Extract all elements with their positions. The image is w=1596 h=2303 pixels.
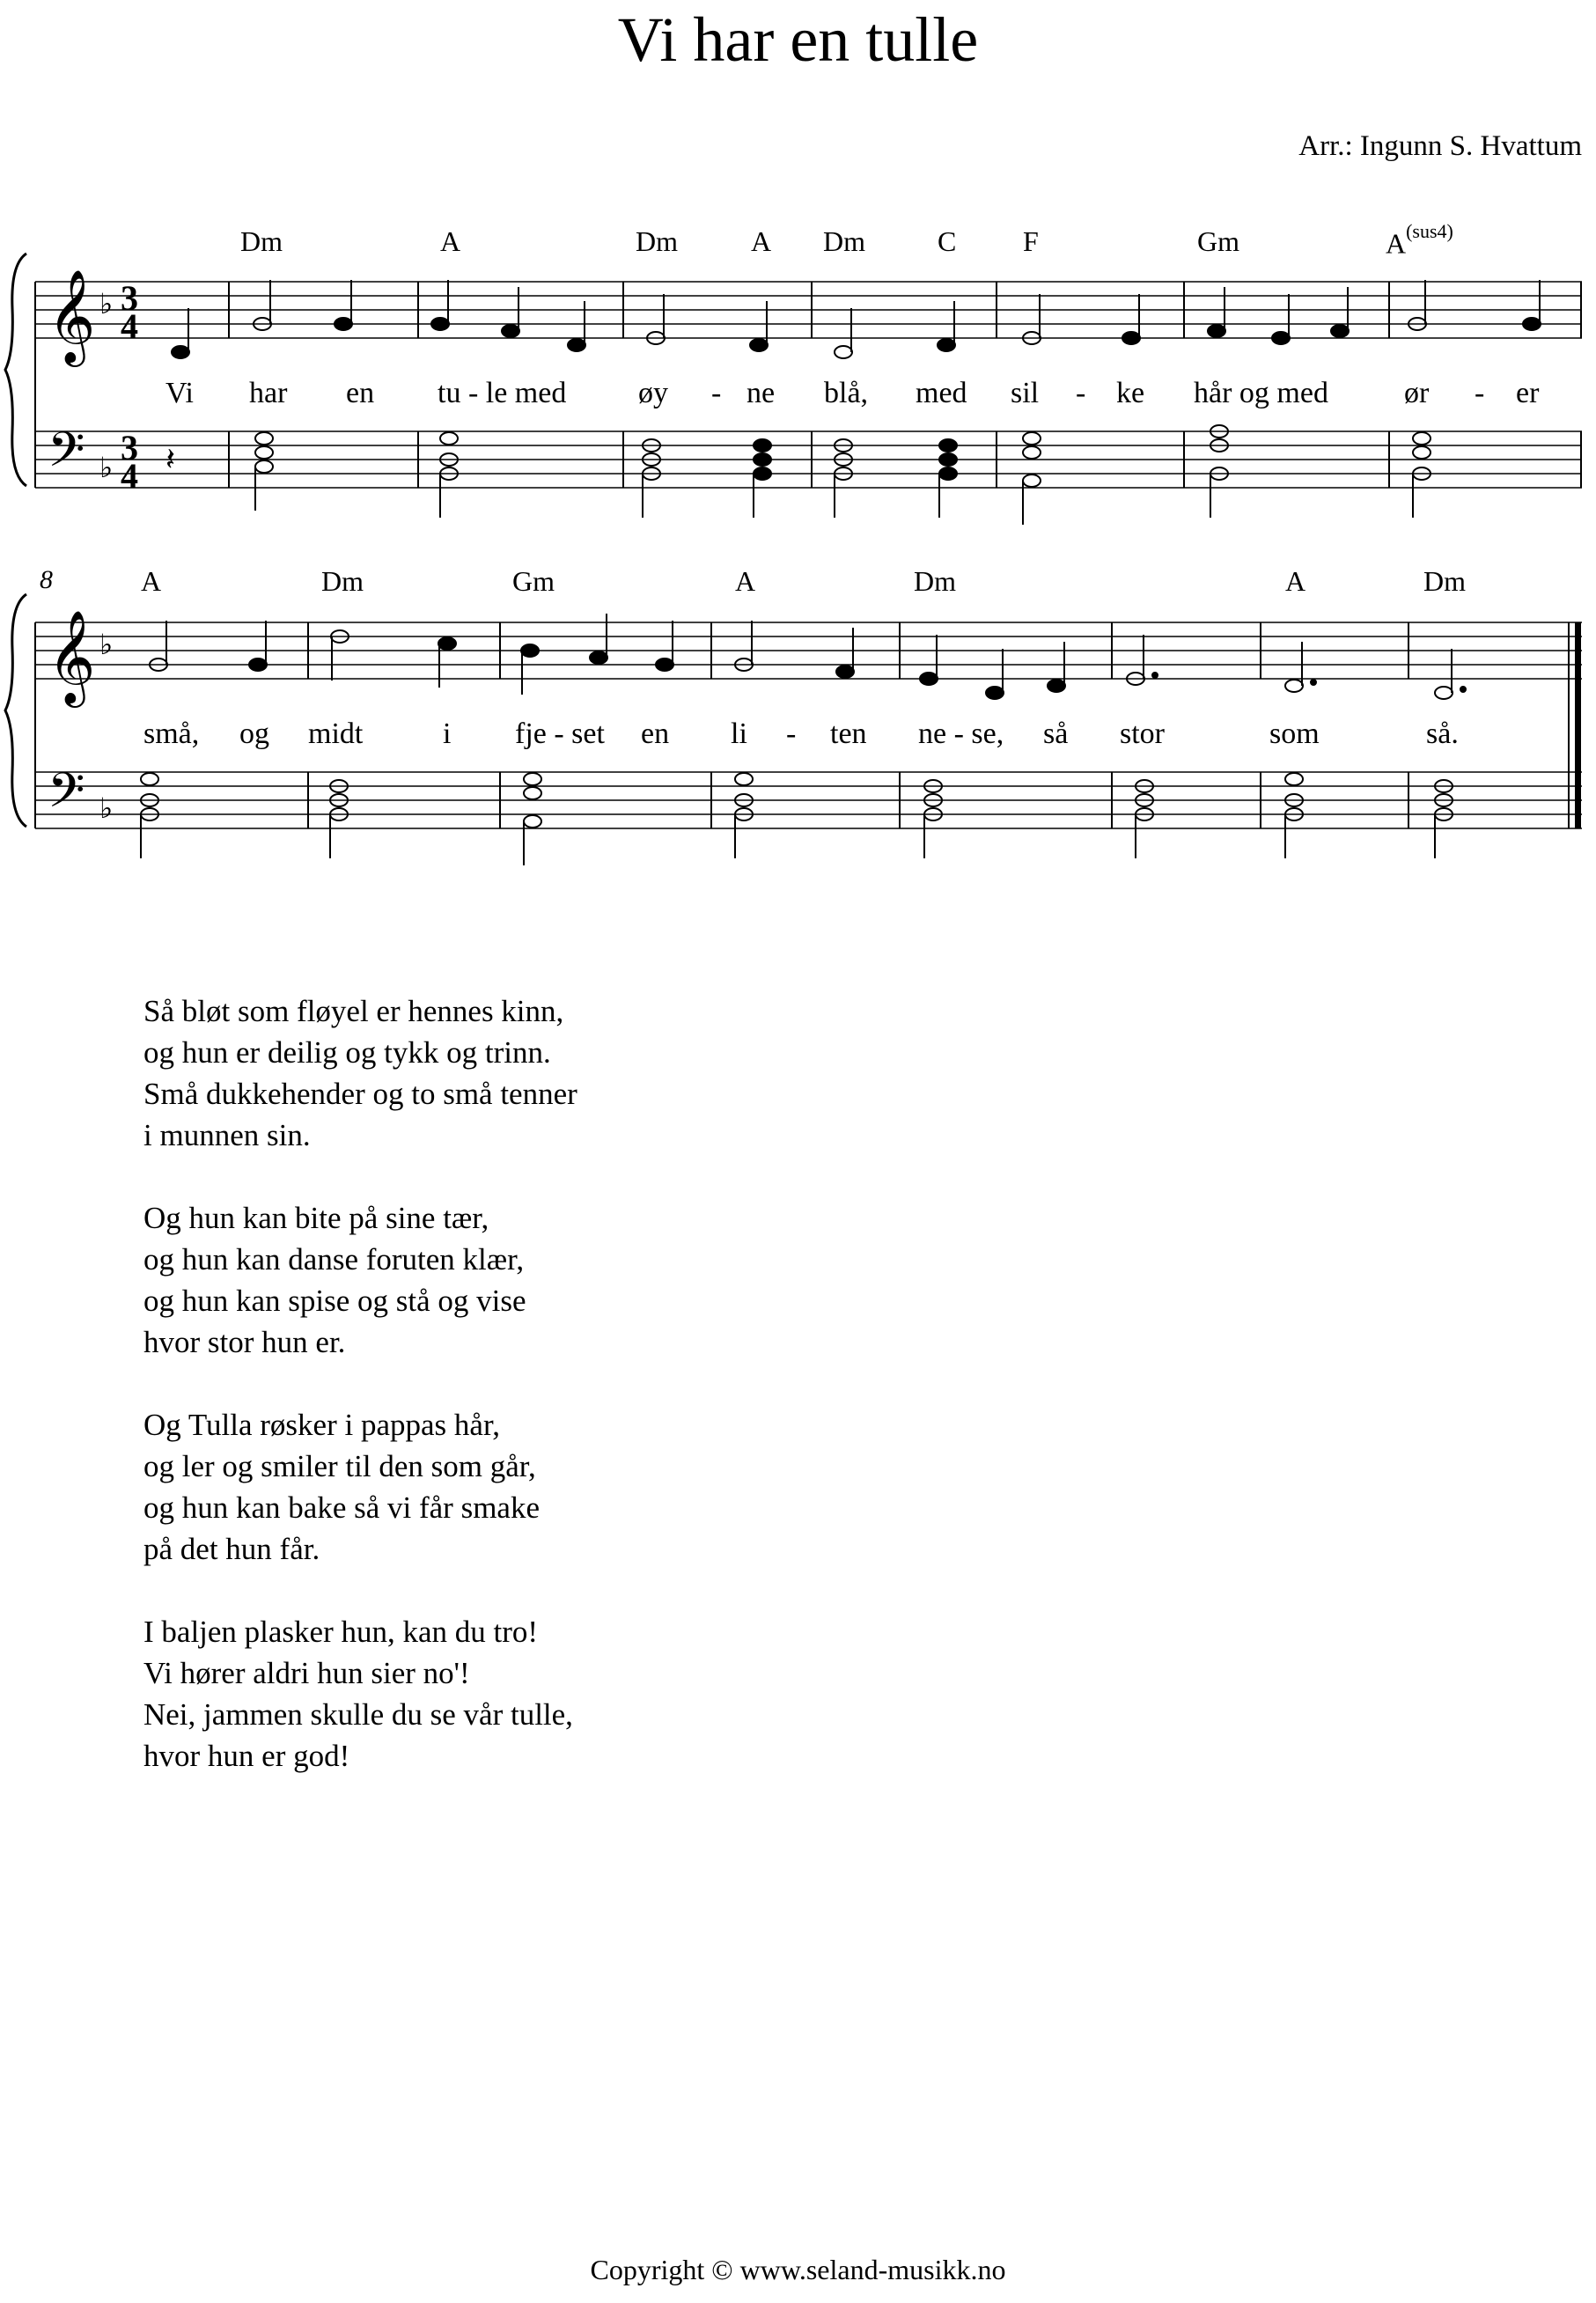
verse-line: I baljen plasker hun, kan du tro! [143,1615,539,1649]
chord-symbol: Gm [512,565,555,597]
verse-line: Vi hører aldri hun sier no'! [143,1656,470,1690]
verse-line: hvor hun er god! [143,1739,350,1773]
lyric-syllable: så. [1426,717,1459,750]
lyric-syllable: blå, [824,377,869,409]
lyric-syllable: har [249,377,288,409]
chord-symbol: $A^{(sus4)}$ [1386,220,1453,260]
verses [143,990,577,1818]
chord-symbol: A [1285,565,1306,597]
lyric-syllable: ke [1116,377,1145,409]
lyric-syllable: øy [638,377,668,409]
lyric-syllable: sil [1011,377,1040,409]
lyric-syllable: tu - le med [438,377,567,409]
verse-line: på det hun får. [143,1532,320,1566]
lyric-syllable: og [239,717,269,750]
lyric-syllable: er [1516,377,1540,409]
chord-symbol: Dm [1423,565,1466,597]
lyric-syllable: ne [747,377,776,409]
bass-clef-icon: 𝄢 [48,762,85,830]
lyric-syllable: små, [143,717,200,750]
lyric-syllable: li [731,717,747,750]
chord-symbol: Dm [823,225,865,257]
verse-line: og hun kan danse foruten klær, [143,1242,525,1277]
treble-clef-icon: 𝄞 [48,269,96,363]
verse-line: Små dukkehender og to små tenner [143,1077,577,1111]
flat-icon: ♭ [99,451,114,484]
song-title: Vi har en tulle [617,4,979,75]
bass-staff [35,772,1582,828]
lyric-syllable: stor [1120,717,1165,750]
lyric-syllable: - [711,377,722,409]
flat-icon: ♭ [99,628,114,661]
lyric-syllable: som [1269,717,1320,750]
chord-symbol: A [440,225,461,257]
brace [5,254,26,486]
time-signature-bottom: 4 [121,456,138,496]
measure-number: 8 [40,565,53,594]
verse-line: Nei, jammen skulle du se vår tulle, [143,1697,573,1732]
verse-line: og hun kan bake så vi får smake [143,1490,540,1525]
chord-symbol: A [141,565,162,597]
verse-line: og hun er deilig og tykk og trinn. [143,1035,551,1070]
lyric-syllable: i [443,717,452,750]
verse-line: Så bløt som fløyel er hennes kinn, [143,994,564,1028]
lyric-syllable: med [916,377,967,409]
verse-line: Og hun kan bite på sine tær, [143,1201,489,1235]
quarter-rest-icon: 𝄽 [165,442,176,478]
lyric-syllable: en [641,717,670,750]
brace [5,594,26,827]
time-signature-top: 3 [121,428,138,467]
lyric-syllable: en [346,377,375,409]
bass-clef-icon: 𝄢 [48,422,85,489]
lyric-syllable: Vi [165,377,194,409]
verse [143,990,577,1156]
lyric-syllable: - [1076,377,1086,409]
lyric-syllable: ne - se, [918,717,1004,750]
verse [143,1611,577,1777]
lyric-syllable: så [1043,717,1069,750]
lyric-syllable: - [786,717,797,750]
lyric-syllable: midt [308,717,364,750]
melody-notes [172,280,1541,358]
chord-symbol: Gm [1197,225,1239,257]
flat-icon: ♭ [99,287,114,320]
verse-line: og hun kan spise og stå og vise [143,1284,526,1318]
verse-line: Og Tulla røsker i pappas hår, [143,1408,500,1442]
verse [143,1404,577,1570]
verse-line: og ler og smiler til den som går, [143,1449,536,1483]
copyright-footer: Copyright © www.seland-musikk.no [590,2254,1006,2285]
chord-symbol: A [735,565,756,597]
sus4-label: (sus4) [1406,220,1453,242]
lyric-syllable: fje - set [515,717,605,750]
melody-notes [150,614,1466,699]
chord-symbol: Dm [240,225,283,257]
verse [143,1197,577,1363]
chord-symbol: Dm [636,225,678,257]
lyric-syllable: ten [830,717,867,750]
bass-staff [35,431,1582,488]
time-signature-bottom: 4 [121,306,138,346]
lyric-syllable: - [1475,377,1485,409]
arranger-credit: Arr.: Ingunn S. Hvattum [1298,130,1582,162]
treble-clef-icon: 𝄞 [48,609,96,703]
time-signature-top: 3 [121,278,138,318]
chord-symbol: Dm [914,565,956,597]
chord-symbol: F [1023,225,1039,257]
verse-line: hvor stor hun er. [143,1325,346,1359]
bass-chords [165,425,1431,525]
verse-line: i munnen sin. [143,1118,311,1152]
chord-symbol: C [938,225,957,257]
treble-staff [35,622,1582,679]
lyric-syllable: ør [1404,377,1430,409]
staff-system-1 [0,246,1596,537]
chord-symbol: A [751,225,772,257]
chord-symbol: Dm [321,565,364,597]
flat-icon: ♭ [99,791,114,825]
lyric-syllable: hår og med [1194,377,1328,409]
